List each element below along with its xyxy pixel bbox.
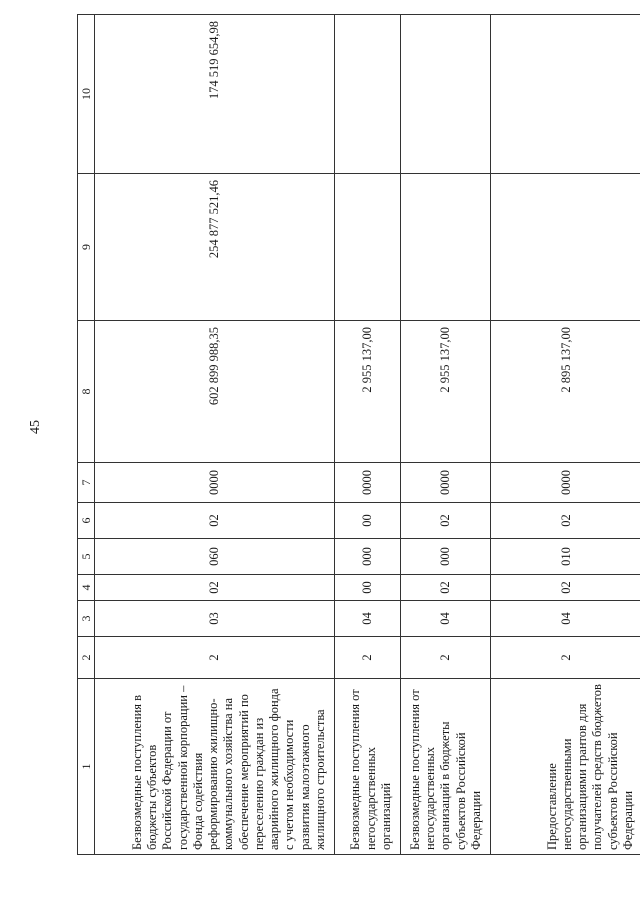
cell-code: 03 [95, 601, 335, 637]
cell-code: 04 [335, 601, 401, 637]
column-header: 4 [78, 575, 95, 601]
cell-code: 02 [401, 575, 491, 601]
cell-code: 060 [95, 539, 335, 575]
cell-code: 0000 [491, 463, 640, 503]
row-name: Безвозмедные поступления от негосударственных организаций в бюджеты субъектов Российской Федерации [401, 679, 491, 855]
cell-amount: 174 519 654,98 [95, 15, 335, 174]
cell-code: 04 [491, 601, 640, 637]
header-row [78, 15, 95, 855]
cell-code: 010 [491, 539, 640, 575]
cell-code: 000 [335, 539, 401, 575]
column-header: 5 [78, 539, 95, 575]
cell-code: 02 [491, 575, 640, 601]
table-row [491, 15, 640, 855]
cell-code: 02 [95, 575, 335, 601]
cell-code: 000 [401, 539, 491, 575]
column-header: 9 [78, 174, 95, 321]
cell-code: 2 [491, 637, 640, 679]
cell-amount [491, 174, 640, 321]
column-header: 1 [78, 679, 95, 855]
row-name: Предоставление негосударственными организациями грантов для получателей средств бюджетов субъектов Российской Федерации [491, 679, 640, 855]
cell-code: 2 [401, 637, 491, 679]
cell-code: 02 [401, 503, 491, 539]
row-name: Безвозмедные поступления от негосударственных организаций [335, 679, 401, 855]
cell-code: 0000 [401, 463, 491, 503]
cell-code: 04 [401, 601, 491, 637]
row-name: Безвозмедные поступления в бюджеты субъектов Российской Федерации от государственной корпорации – Фонда содействия реформированию жилищно-коммунального хозяйства на обеспечение мероприятий по переселению граждан из аварийного жилищного фонда с учетом необходимости развития малоэтажного жилищного строительства [95, 679, 335, 855]
column-header: 7 [78, 463, 95, 503]
cell-amount: 2 895 137,00 [491, 321, 640, 463]
table-row [335, 15, 401, 855]
cell-amount [335, 174, 401, 321]
cell-code: 2 [95, 637, 335, 679]
column-header: 10 [78, 15, 95, 174]
cell-amount [401, 15, 491, 174]
cell-code: 02 [95, 503, 335, 539]
cell-code: 2 [335, 637, 401, 679]
cell-code: 00 [335, 575, 401, 601]
cell-code: 02 [491, 503, 640, 539]
cell-amount [401, 174, 491, 321]
cell-amount: 2 955 137,00 [335, 321, 401, 463]
cell-amount: 602 899 988,35 [95, 321, 335, 463]
cell-code: 00 [335, 503, 401, 539]
cell-amount [335, 15, 401, 174]
column-header: 8 [78, 321, 95, 463]
column-header: 3 [78, 601, 95, 637]
cell-code: 0000 [335, 463, 401, 503]
cell-amount: 254 877 521,46 [95, 174, 335, 321]
budget-table [77, 14, 640, 855]
rotated-page-content [77, 15, 640, 855]
table-row [401, 15, 491, 855]
table-row [95, 15, 335, 855]
column-header: 2 [78, 637, 95, 679]
cell-code: 0000 [95, 463, 335, 503]
cell-amount: 2 955 137,00 [401, 321, 491, 463]
column-header: 6 [78, 503, 95, 539]
page-number: 45 [28, 420, 43, 434]
cell-amount [491, 15, 640, 174]
